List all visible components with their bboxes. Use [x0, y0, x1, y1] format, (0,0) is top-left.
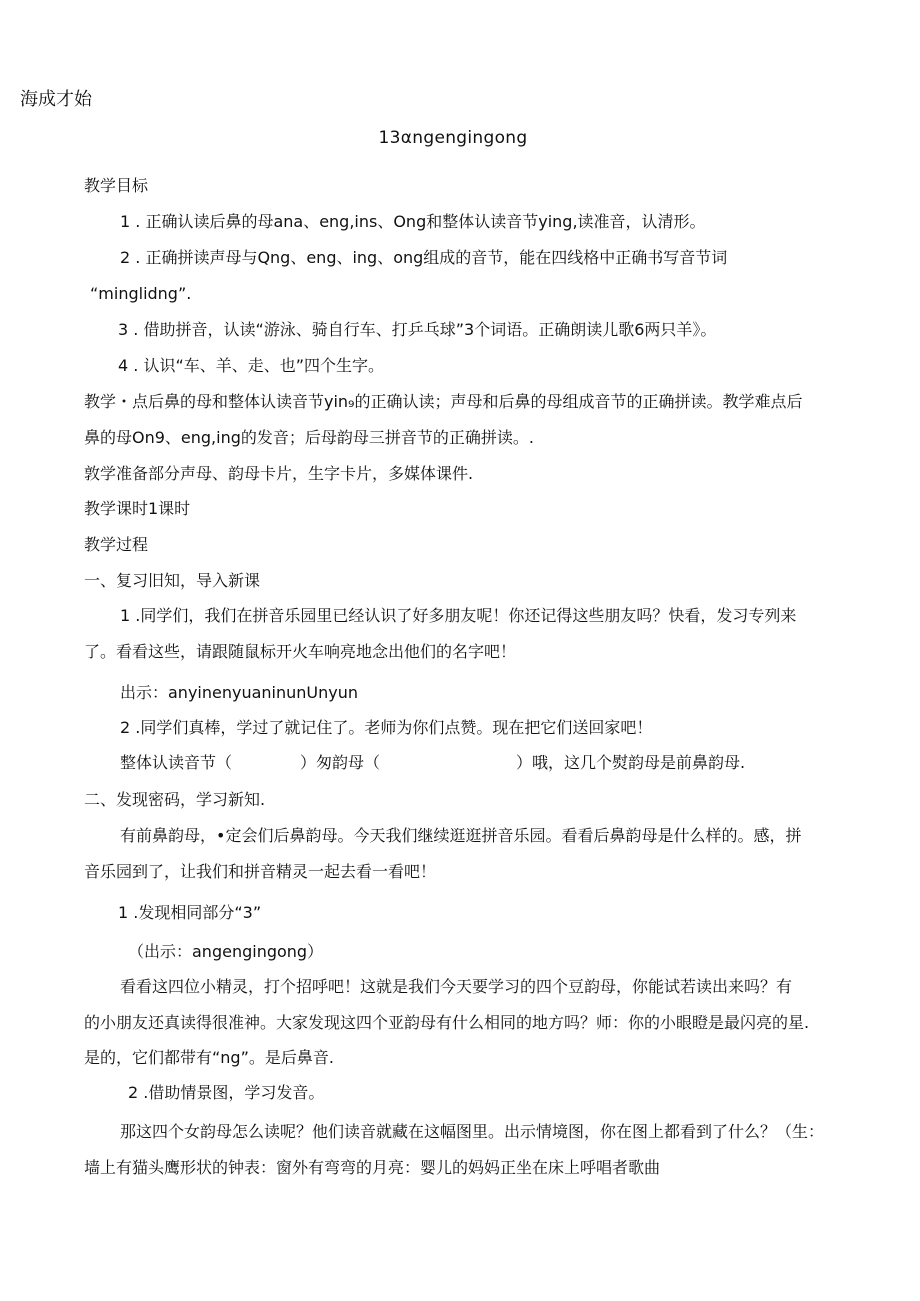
paragraph-line: 敦学准备部分声母、韵母卡片，生字卡片，多媒体课件. [84, 464, 474, 483]
paragraph-line: 有前鼻韵母，•定会们后鼻韵母。今天我们继续逛逛拼音乐园。看看后鼻韵母是什么样的。感，拼 [120, 826, 802, 845]
section-heading: 二、发现密码，学习新知. [84, 790, 266, 809]
fill-in-line [120, 753, 745, 773]
paragraph-line: 1 .发现相同部分“3” [118, 903, 262, 922]
paragraph-line: 教学课时1课时 [84, 499, 191, 518]
paragraph-line: 教学・点后鼻的母和整体认读音节yin₉的正确认读；声母和后鼻的母组成音节的正确拼读。教学难点后 [84, 392, 803, 411]
goal-item: 3 . 借助拼音，认读“游泳、骑自行车、打乒乓球”3个词语。正确朗读儿歌6两只羊》。 [118, 320, 717, 339]
goal-item: 4 . 认识“车、羊、走、也”四个生字。 [118, 356, 385, 375]
paragraph-line: 音乐园到了，让我们和拼音精灵一起去看一看吧！ [84, 862, 437, 881]
paragraph-line: 了。看看这些，请跟随鼠标开火车响亮地念出他们的名字吧！ [84, 642, 517, 661]
page-header: 海成才始 [20, 89, 92, 110]
paragraph-line: 那这四个女韵母怎么读呢？他们读音就藏在这幅图里。出示情境图，你在图上都看到了什么？（生： [120, 1122, 825, 1141]
paragraph-line: 出示：anyinenyuaninunUnyun [120, 683, 359, 702]
paragraph-line: 是的，它们都带有“ng”。是后鼻音. [84, 1048, 334, 1067]
fill-in-part: ）哦，这几个熨韵母是前鼻韵母. [516, 753, 746, 772]
paragraph-line: 鼻的母On9、eng,ing的发音；后母韵母三拼音节的正确拼读。. [84, 428, 534, 447]
fill-in-part: 整体认读音节（ [120, 753, 233, 772]
paragraph-line: 墙上有猫头鹰形状的钟表：窗外有弯弯的月亮：婴儿的妈妈正坐在床上呼唱者歌曲 [84, 1158, 661, 1177]
paragraph-line: 1 .同学们，我们在拼音乐园里已经认识了好多朋友呢！你还记得这些朋友吗？快看，发习专列来 [120, 606, 797, 625]
goal-item-continuation: “minglidng”. [90, 284, 192, 303]
fill-in-part: ）匆韵母（ [300, 753, 381, 772]
section-heading: 一、复习旧知，导入新课 [84, 571, 261, 590]
goal-item: 2 . 正确拼读声母与Qng、eng、ing、ong组成的音节，能在四线格中正确书写音节词 [120, 248, 728, 267]
paragraph-line: 2 .借助情景图，学习发音。 [128, 1083, 325, 1102]
section-heading: 教学目标 [84, 176, 149, 195]
paragraph-line: 2 .同学们真棒，学过了就记住了。老师为你们点赞。现在把它们送回家吧！ [120, 718, 653, 737]
lesson-title: 13αngengingong [378, 128, 528, 148]
paragraph-line: （出示：angengingong） [128, 942, 324, 961]
goal-item: 1 . 正确认读后鼻的母ana、eng,ins、Ong和整体认读音节ying,读准音，认清形。 [120, 212, 706, 231]
paragraph-line: 看看这四位小精灵，打个招呼吧！这就是我们今天要学习的四个豆韵母，你能试若读出来吗？有 [120, 977, 793, 996]
paragraph-line: 的小朋友还真读得很准神。大家发现这四个亚韵母有什么相同的地方吗？师：你的小眼瞪是最闪亮的星. [84, 1013, 810, 1032]
section-heading: 教学过程 [84, 535, 149, 554]
